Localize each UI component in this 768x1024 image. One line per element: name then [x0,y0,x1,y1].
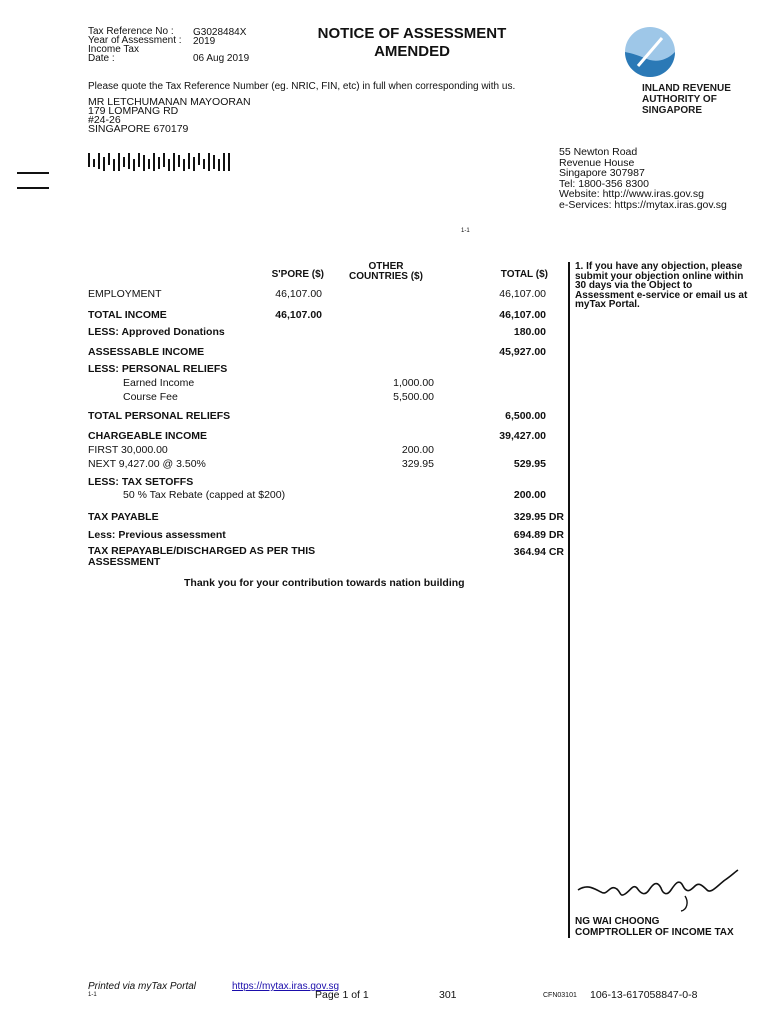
printed-via: Printed via myTax Portal [88,981,197,992]
page-title [302,25,522,61]
form-code: CFN03101 [543,992,577,999]
row-total: 39,427.00 [499,430,546,442]
address-line: 179 LOMPANG RD [88,105,179,117]
row-total: 329.95 DR [513,511,564,523]
row-label: Earned Income [123,377,195,389]
income-tax-label: Income Tax [88,44,139,55]
notes-divider [568,262,570,938]
row-total: 180.00 [513,326,546,338]
logo-line3: SINGAPORE [642,105,703,116]
iras-website[interactable]: Website: http://www.iras.gov.sg [559,188,704,200]
quote-note: Please quote the Tax Reference Number (eg. NRIC, FIN, etc) in full when corresponding with us. [88,81,516,92]
iras-address-line: Tel: 1800-356 8300 [559,177,649,190]
row-label: NEXT 9,427.00 @ 3.50% [88,458,206,470]
row-label: ASSESSABLE INCOME [88,346,205,358]
address-line: SINGAPORE 670179 [88,123,189,135]
col-other-header [340,262,432,282]
fold-mark [17,172,49,174]
barcode-icon [88,151,233,176]
row-label: CHARGEABLE INCOME [88,430,208,442]
page-marker: 1-1 [461,228,470,234]
row-amount: 200.00 [401,444,434,456]
row-total: 6,500.00 [505,410,546,422]
row-label: TOTAL PERSONAL RELIEFS [88,410,231,422]
iras-logo-icon [622,26,678,78]
logo-line1: INLAND REVENUE [642,83,731,94]
signature-icon [575,868,740,916]
mytax-link[interactable]: https://mytax.iras.gov.sg [232,981,340,992]
row-amount: 1,000.00 [393,377,434,389]
row-total: 46,107.00 [499,309,546,321]
tax-ref-label: Tax Reference No : [88,26,174,37]
thanks-note: Thank you for your contribution towards nation building [184,577,465,589]
date-value: 06 Aug 2019 [193,53,250,64]
row-label: LESS: Approved Donations [88,326,225,338]
row-label: FIRST 30,000.00 [88,444,168,456]
row-amount: 329.95 [401,458,434,470]
footer-code: 301 [439,989,457,1001]
address-line: MR LETCHUMANAN MAYOORAN [88,96,251,108]
address-line: #24-26 [88,114,121,126]
row-spore: 46,107.00 [275,288,322,300]
row-label-line2: ASSESSMENT [88,556,161,568]
signatory-name: NG WAI CHOONG [575,916,660,927]
col-other-line1: OTHER [368,261,404,272]
col-other-line2: COUNTRIES ($) [349,271,423,282]
row-label [88,546,315,568]
svg-text:ngwaichoong: ngwaichoong [635,908,641,909]
iras-address-line: Singapore 307987 [559,167,645,179]
date-label: Date : [88,53,115,64]
row-label: EMPLOYMENT [88,288,162,300]
tax-ref-value: G3028484X [193,27,247,38]
iras-eservices[interactable]: e-Services: https://mytax.iras.gov.sg [559,198,727,211]
signatory-block [575,916,734,938]
col-total-header: TOTAL ($) [500,269,548,280]
row-total: 45,927.00 [499,346,546,358]
objection-note: 1. If you have any objection, please submit your objection online within 30 days via the Object to Assessment e-service or email us at myTax Portal. [575,261,748,310]
iras-address-line: Revenue House [559,156,635,169]
row-total: 200.00 [513,489,546,501]
row-label: LESS: PERSONAL RELIEFS [88,363,228,375]
footer-page-marker: 1-1 [88,992,97,998]
logo-text [642,83,731,116]
logo-line2: AUTHORITY OF [642,94,717,105]
row-label: Less: Previous assessment [88,529,226,541]
addressee-block [88,98,251,134]
row-total: 529.95 [513,458,546,470]
document-ref: 106-13-617058847-0-8 [590,989,698,1001]
row-label: TOTAL INCOME [88,309,167,321]
ya-value: 2019 [193,36,216,47]
title-line2: AMENDED [374,43,450,60]
ya-label: Year of Assessment : [88,35,182,46]
row-label-line1: TAX REPAYABLE/DISCHARGED AS PER THIS [88,545,316,557]
iras-address-block [559,147,727,210]
row-amount: 5,500.00 [393,391,434,403]
row-total: 46,107.00 [499,288,546,300]
row-label: Course Fee [123,391,178,403]
signatory-title: COMPTROLLER OF INCOME TAX [575,927,734,938]
row-total: 694.89 DR [513,529,564,541]
row-spore: 46,107.00 [275,309,322,321]
fold-mark [17,187,49,189]
col-spore-header: S'PORE ($) [271,269,324,280]
row-total: 364.94 CR [513,546,564,558]
title-line1: NOTICE OF ASSESSMENT [317,25,507,42]
page-number: Page 1 of 1 [315,989,369,1001]
iras-address-line: 55 Newton Road [559,146,638,158]
row-label: 50 % Tax Rebate (capped at $200) [123,489,286,501]
row-label: TAX PAYABLE [88,511,159,523]
row-label: LESS: TAX SETOFFS [88,476,194,488]
